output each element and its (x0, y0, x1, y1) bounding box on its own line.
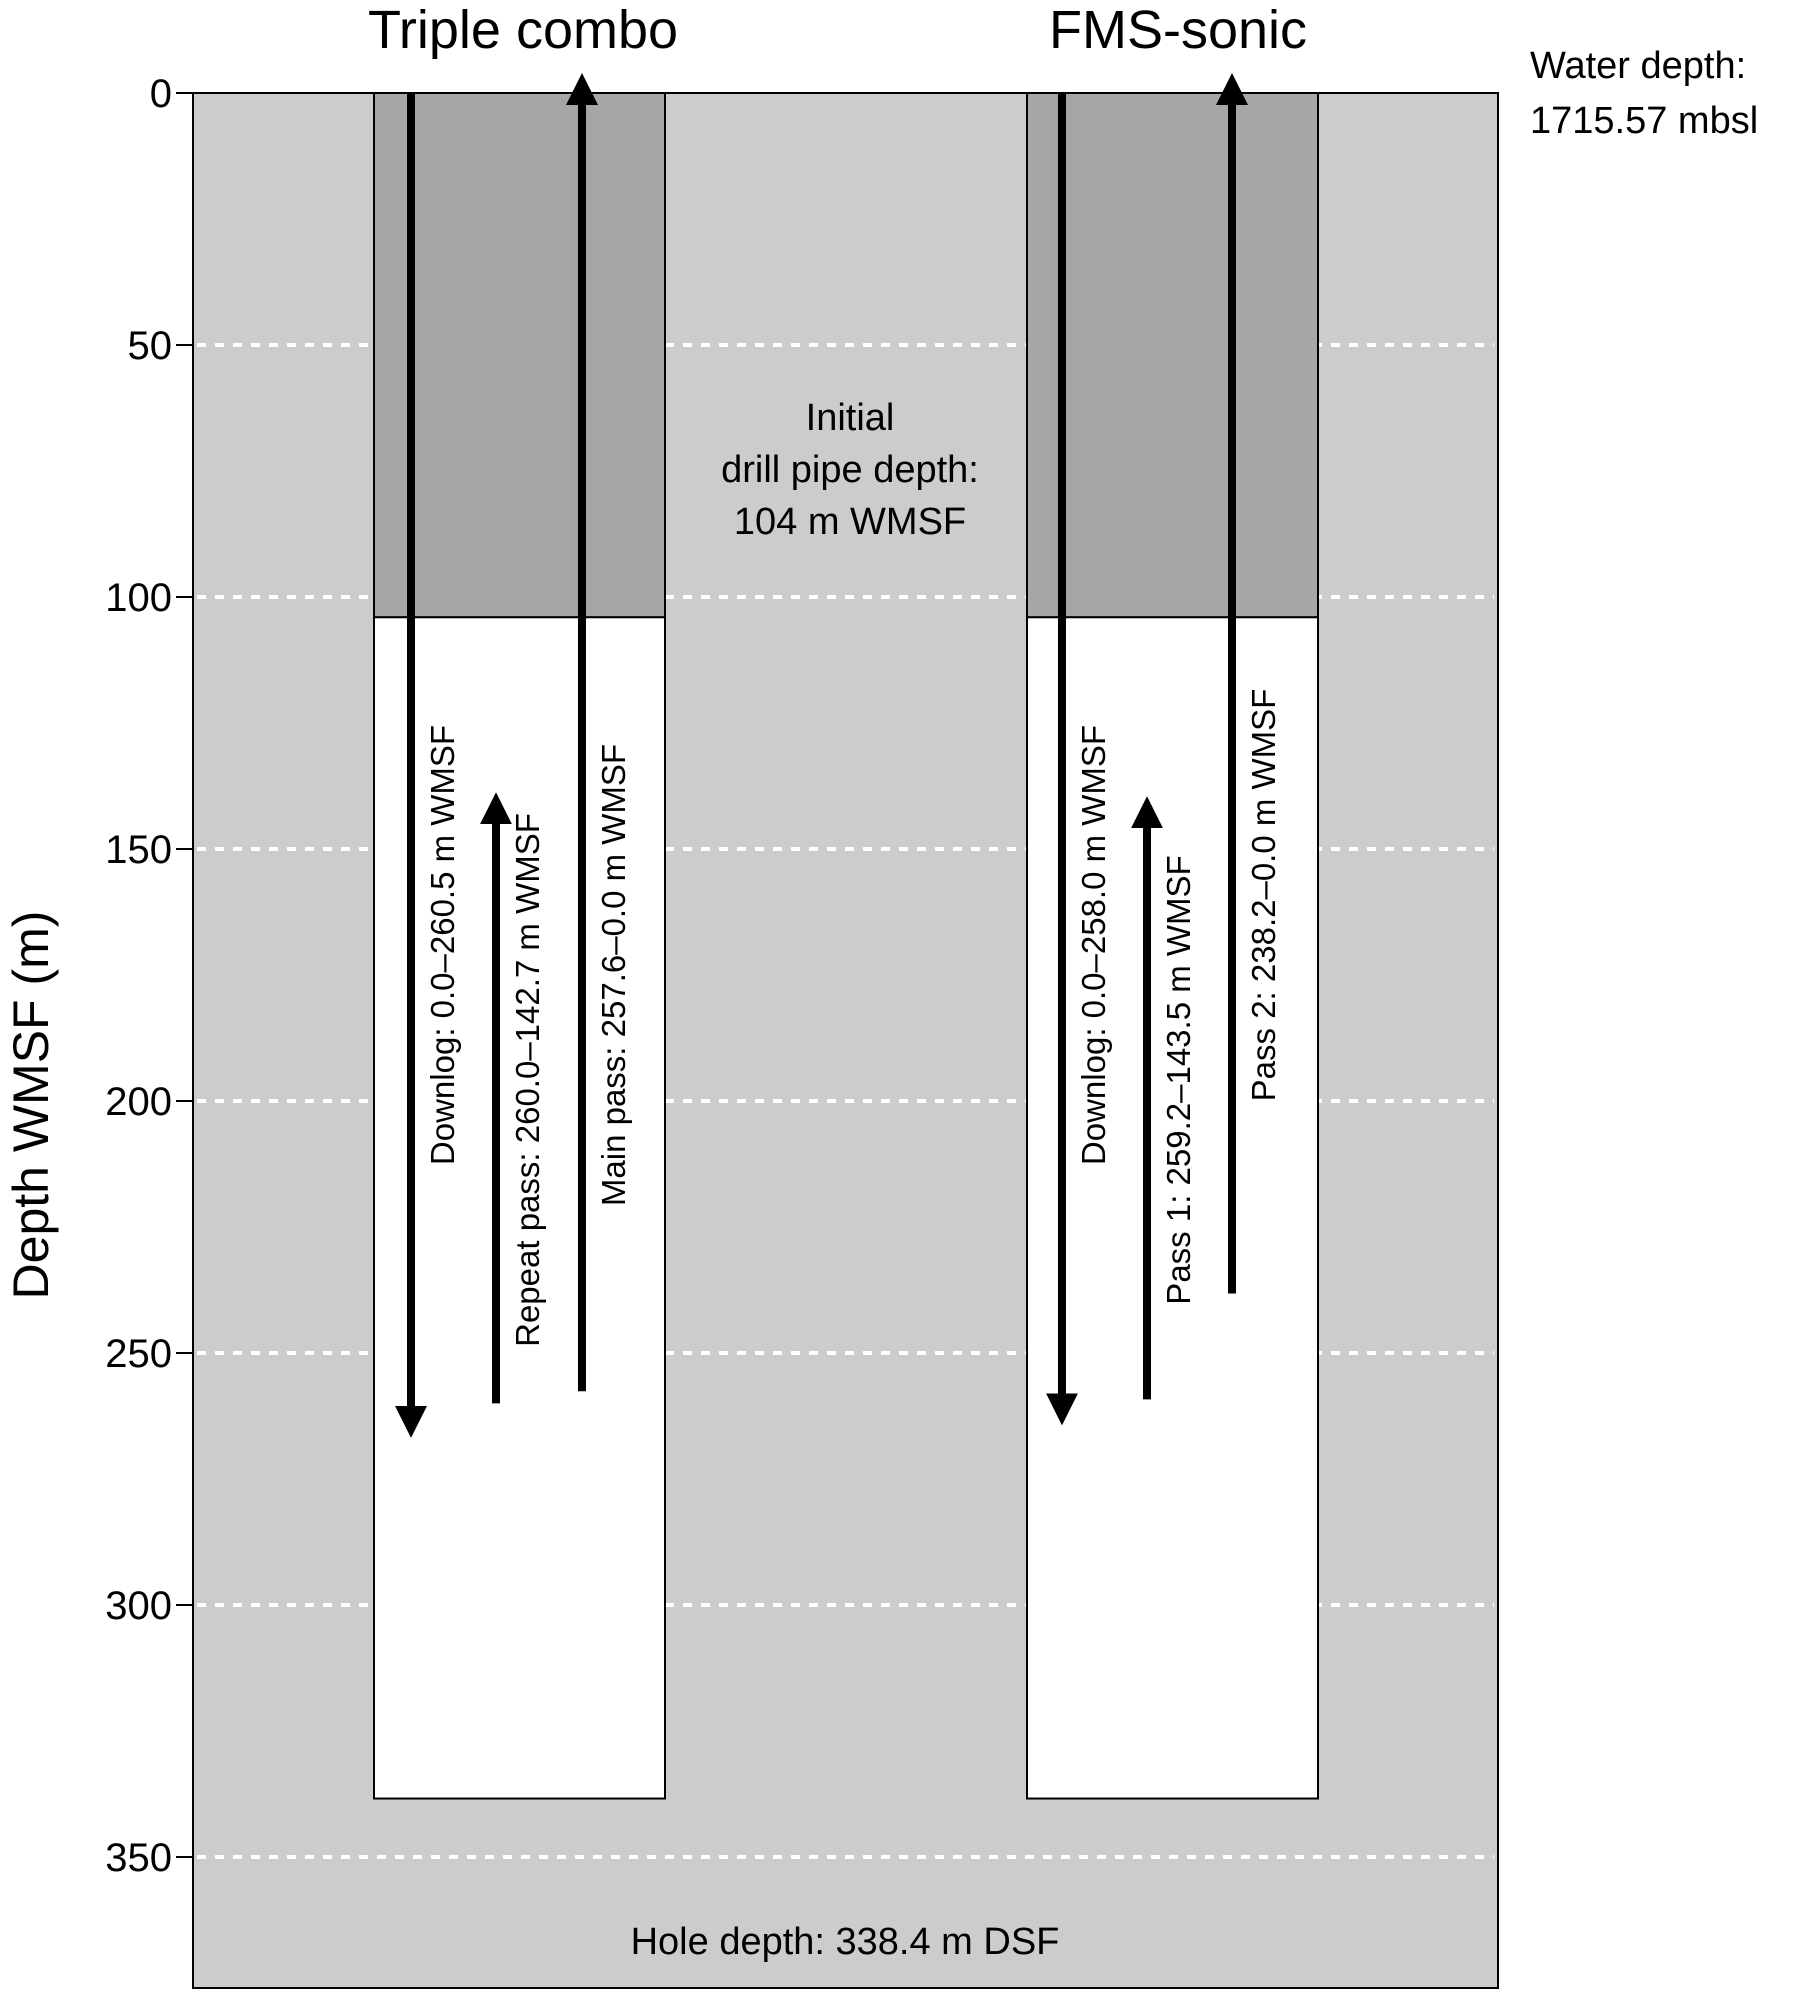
water-depth-label: Water depth: (1530, 45, 1747, 87)
y-tick-label: 300 (105, 1584, 172, 1628)
pass-label: Downlog: 0.0–258.0 m WMSF (1075, 724, 1112, 1166)
y-tick-label: 350 (105, 1836, 172, 1880)
y-tick-label: 200 (105, 1080, 172, 1124)
y-tick-label: 100 (105, 576, 172, 620)
y-tick-label: 0 (149, 72, 172, 116)
pass-label: Pass 1: 259.2–143.5 m WMSF (1160, 855, 1197, 1305)
drill-pipe-label-line1: Initial (805, 397, 895, 439)
drill-pipe-label-line3: 104 m WMSF (733, 501, 967, 543)
water-depth-value: 1715.57 mbsl (1530, 100, 1759, 142)
drill-pipe-section (1027, 93, 1318, 617)
y-axis-ticks (105, 72, 193, 1880)
drill-pipe-section (374, 93, 665, 617)
pass-label: Repeat pass: 260.0–142.7 m WMSF (509, 813, 546, 1347)
y-tick-label: 250 (105, 1332, 172, 1376)
drill-pipe-label-line2: drill pipe depth: (721, 449, 979, 491)
pass-label: Downlog: 0.0–260.5 m WMSF (424, 724, 461, 1166)
pass-label: Pass 2: 238.2–0.0 m WMSF (1245, 688, 1282, 1102)
tool-title-triple-combo: Triple combo (367, 0, 679, 60)
y-axis-label: Depth WMSF (m) (3, 910, 59, 1300)
hole-depth-label: Hole depth: 338.4 m DSF (630, 1921, 1060, 1963)
pass-label: Main pass: 257.6–0.0 m WMSF (595, 743, 632, 1207)
tool-title-fms-sonic: FMS-sonic (1048, 0, 1308, 60)
y-tick-label: 150 (105, 828, 172, 872)
y-tick-label: 50 (127, 324, 172, 368)
